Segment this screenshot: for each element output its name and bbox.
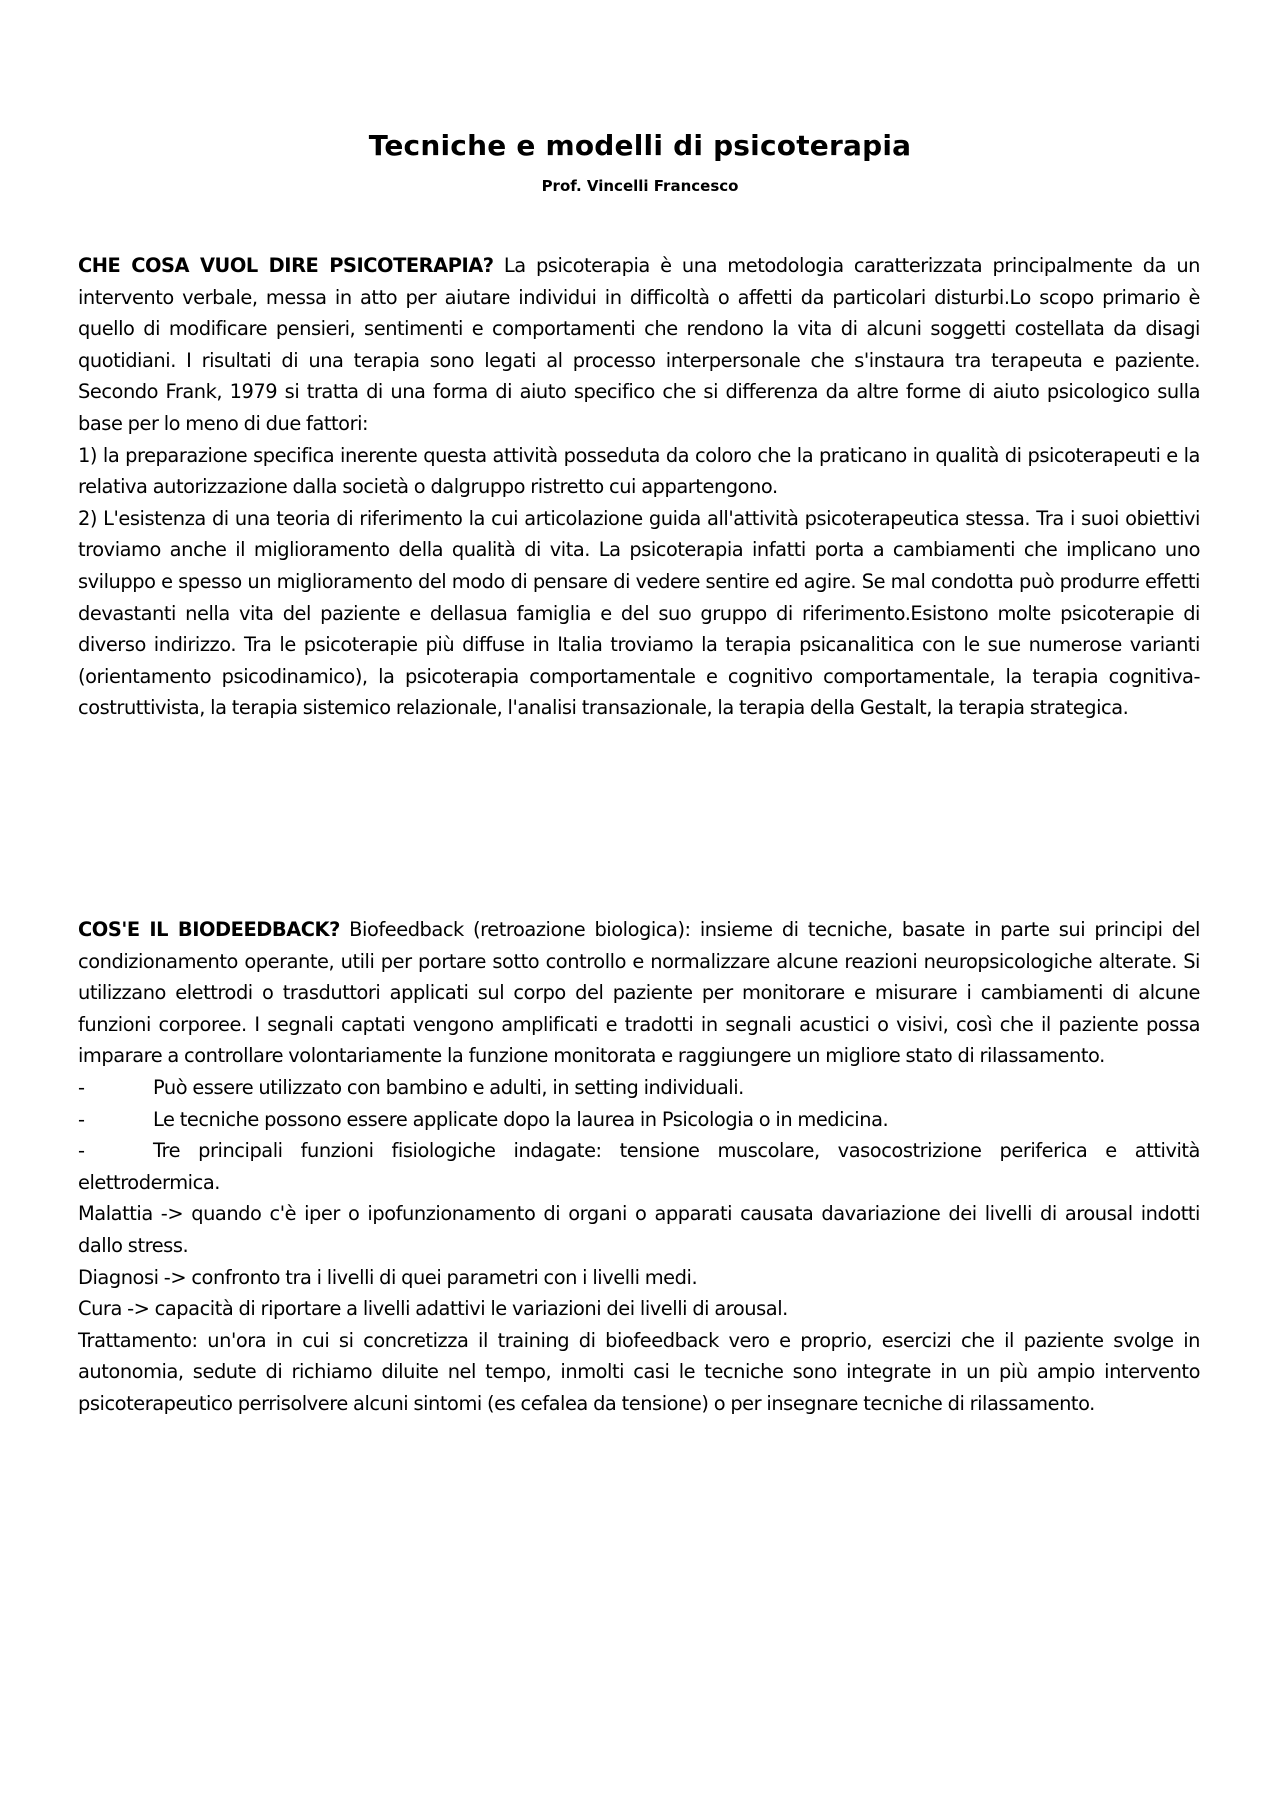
bullet-text: Tre principali funzioni fisiologiche indagate: tensione muscolare, vasocostrizione periferica e attività elettrodermica. — [78, 1139, 1200, 1194]
section-heading: COS'E IL BIODEEDBACK? — [78, 918, 340, 941]
dash-marker: - — [78, 1139, 85, 1163]
paragraph-malattia: Malattia -> quando c'è iper o ipofunzionamento di organi o apparati causata davariazione dei livelli di arousal indotti dallo stress. — [78, 1202, 1200, 1257]
dash-marker: - — [78, 1075, 85, 1099]
section-biofeedback — [78, 914, 1200, 1420]
section-heading: CHE COSA VUOL DIRE PSICOTERAPIA? — [78, 254, 494, 277]
numbered-item-1: 1) la preparazione specifica inerente questa attività posseduta da coloro che la praticano in qualità di psicoterapeuti e la relativa autorizzazione dalla società o dalgruppo ristretto cui appartengono. — [78, 443, 1200, 499]
paragraph-diagnosi: Diagnosi -> confronto tra i livelli di quei parametri con i livelli medi. — [78, 1265, 698, 1289]
paragraph-intro — [78, 250, 1200, 440]
paragraph-intro — [78, 914, 1200, 1072]
paragraph-text: La psicoterapia è una metodologia caratterizzata principalmente da un intervento verbale, messa in atto per aiutare individui in difficoltà o affetti da particolari disturbi.Lo scopo primario è quello di modificare pensieri, sentimenti e comportamenti che rendono la vita di alcuni soggetti costellata da disagi quotidiani. I risultati di una terapia sono legati al processo interpersonale che s'instaura tra terapeuta e paziente. Secondo Frank, 1979 si tratta di una forma di aiuto specifico che si differenza da altre forme di aiuto psicologico sulla base per lo meno di due fattori: — [78, 254, 1200, 435]
paragraph-cura: Cura -> capacità di riportare a livelli adattivi le variazioni dei livelli di arousal. — [78, 1297, 788, 1321]
bullet-item — [78, 1072, 1200, 1104]
bullet-text: Le tecniche possono essere applicate dopo la laurea in Psicologia o in medicina. — [153, 1107, 889, 1131]
bullet-text: Può essere utilizzato con bambino e adulti, in setting individuali. — [153, 1075, 744, 1099]
paragraph-trattamento: Trattamento: un'ora in cui si concretizza il training di biofeedback vero e proprio, esercizi che il paziente svolge in autonomia, sedute di richiamo diluite nel tempo, inmolti casi le tecniche sono integrate in un più ampio intervento psicoterapeutico perrisolvere alcuni sintomi (es cefalea da tensione) o per insegnare tecniche di rilassamento. — [78, 1328, 1200, 1415]
bullet-item — [78, 1104, 1200, 1136]
bullet-item — [78, 1135, 1200, 1198]
paragraph-text: Biofeedback (retroazione biologica): insieme di tecniche, basate in parte sui principi del condizionamento operante, utili per portare sotto controllo e normalizzare alcune reazioni neuropsicologiche alterate. Si utilizzano elettrodi o trasduttori applicati sul corpo del paziente per monitorare e misurare i cambiamenti di alcune funzioni corporee. I segnali captati vengono amplificati e tradotti in segnali acustici o visivi, così che il paziente possa imparare a controllare volontariamente la funzione monitorata e raggiungere un migliore stato di rilassamento. — [78, 918, 1200, 1068]
dash-marker: - — [78, 1107, 85, 1131]
document-title: Tecniche e modelli di psicoterapia — [368, 129, 912, 162]
document-author: Prof. Vincelli Francesco — [541, 177, 739, 195]
section-psicoterapia — [78, 250, 1200, 724]
numbered-item-2: 2) L'esistenza di una teoria di riferimento la cui articolazione guida all'attività psicoterapeutica stessa. Tra i suoi obiettivi troviamo anche il miglioramento della qualità di vita. La psicoterapia infatti porta a cambiamenti che implicano uno sviluppo e spesso un miglioramento del modo di pensare di vedere sentire ed agire. Se mal condotta può produrre effetti devastanti nella vita del paziente e dellasua famiglia e del suo gruppo di riferimento.Esistono molte psicoterapie di diverso indirizzo. Tra le psicoterapie più diffuse in Italia troviamo la terapia psicanalitica con le sue numerose varianti (orientamento psicodinamico), la psicoterapia comportamentale e cognitivo comportamentale, la terapia cognitiva- costruttivista, la terapia sistemico relazionale, l'analisi transazionale, la terapia della Gestalt, la terapia strategica. — [78, 506, 1200, 720]
